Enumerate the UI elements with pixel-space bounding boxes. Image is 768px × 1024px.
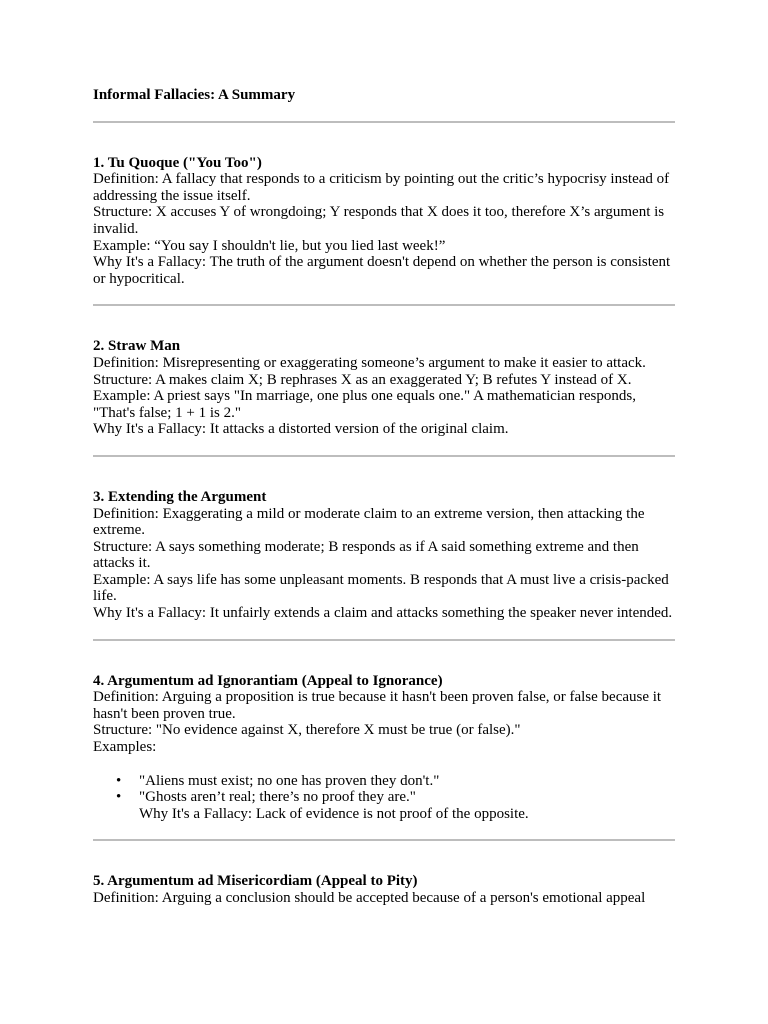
section-heading: 5. Argumentum ad Misericordiam (Appeal to Pity) xyxy=(93,873,418,890)
horizontal-rule xyxy=(93,839,675,841)
section-definition: Definition: A fallacy that responds to a criticism by pointing out the critic’s hypocrisy instead of addressing the issue itself. xyxy=(93,171,670,204)
horizontal-rule xyxy=(93,121,675,123)
section-structure: Structure: X accuses Y of wrongdoing; Y responds that X does it too, therefore X’s argument is invalid. xyxy=(93,204,665,237)
section-why: Why It's a Fallacy: Lack of evidence is not proof of the opposite. xyxy=(139,805,529,822)
section-heading: 1. Tu Quoque ("You Too") xyxy=(93,154,262,171)
section-straw-man xyxy=(93,338,675,438)
section-definition: Definition: Exaggerating a mild or moderate claim to an extreme version, then attacking the extreme. xyxy=(93,505,645,539)
horizontal-rule xyxy=(93,455,675,457)
section-appeal-to-pity xyxy=(93,873,675,906)
bullet-icon: • xyxy=(116,772,122,789)
horizontal-rule xyxy=(93,304,675,306)
section-why: Why It's a Fallacy: It attacks a distorted version of the original claim. xyxy=(93,421,509,438)
section-definition: Definition: Arguing a conclusion should be accepted because of a person's emotional appeal xyxy=(93,890,646,906)
list-item xyxy=(116,789,675,822)
document-body xyxy=(93,87,675,907)
section-definition: Definition: Arguing a proposition is true because it hasn't been proven false, or false because it hasn't been proven true. xyxy=(93,689,662,722)
section-example: Example: “You say I shouldn't lie, but you lied last week!” xyxy=(93,237,446,254)
section-heading: 2. Straw Man xyxy=(93,338,181,355)
section-structure: Structure: A makes claim X; B rephrases X as an exaggerated Y; B refutes Y instead of X. xyxy=(93,371,632,388)
section-structure: Structure: "No evidence against X, therefore X must be true (or false)." xyxy=(93,722,521,739)
section-heading: 4. Argumentum ad Ignorantiam (Appeal to Ignorance) xyxy=(93,672,443,689)
section-extending-argument xyxy=(93,489,675,622)
example-text: "Aliens must exist; no one has proven they don't." xyxy=(139,772,440,789)
section-why: Why It's a Fallacy: The truth of the argument doesn't depend on whether the person is consistent or hypocritical. xyxy=(93,254,671,287)
section-appeal-to-ignorance xyxy=(93,673,675,823)
section-example: Example: A priest says "In marriage, one plus one equals one." A mathematician responds, "That's false; 1 + 1 is 2." xyxy=(93,388,636,421)
list-item xyxy=(116,772,675,790)
section-tu-quoque xyxy=(93,155,675,288)
section-structure: Structure: A says something moderate; B responds as if A said something extreme and then attacks it. xyxy=(93,538,639,572)
examples-list xyxy=(93,773,675,823)
section-why: Why It's a Fallacy: It unfairly extends a claim and attacks something the speaker never intended. xyxy=(93,605,673,622)
section-example: Example: A says life has some unpleasant moments. B responds that A must live a crisis-packed life. xyxy=(93,571,669,605)
section-definition: Definition: Misrepresenting or exaggerating someone’s argument to make it easier to attack. xyxy=(93,354,646,371)
section-heading: 3. Extending the Argument xyxy=(93,488,267,505)
example-text: "Ghosts aren’t real; there’s no proof they are." xyxy=(139,789,416,806)
horizontal-rule xyxy=(93,639,675,641)
section-examples-label: Examples: xyxy=(93,739,157,756)
bullet-icon: • xyxy=(116,789,122,806)
document-title: Informal Fallacies: A Summary xyxy=(93,87,296,103)
